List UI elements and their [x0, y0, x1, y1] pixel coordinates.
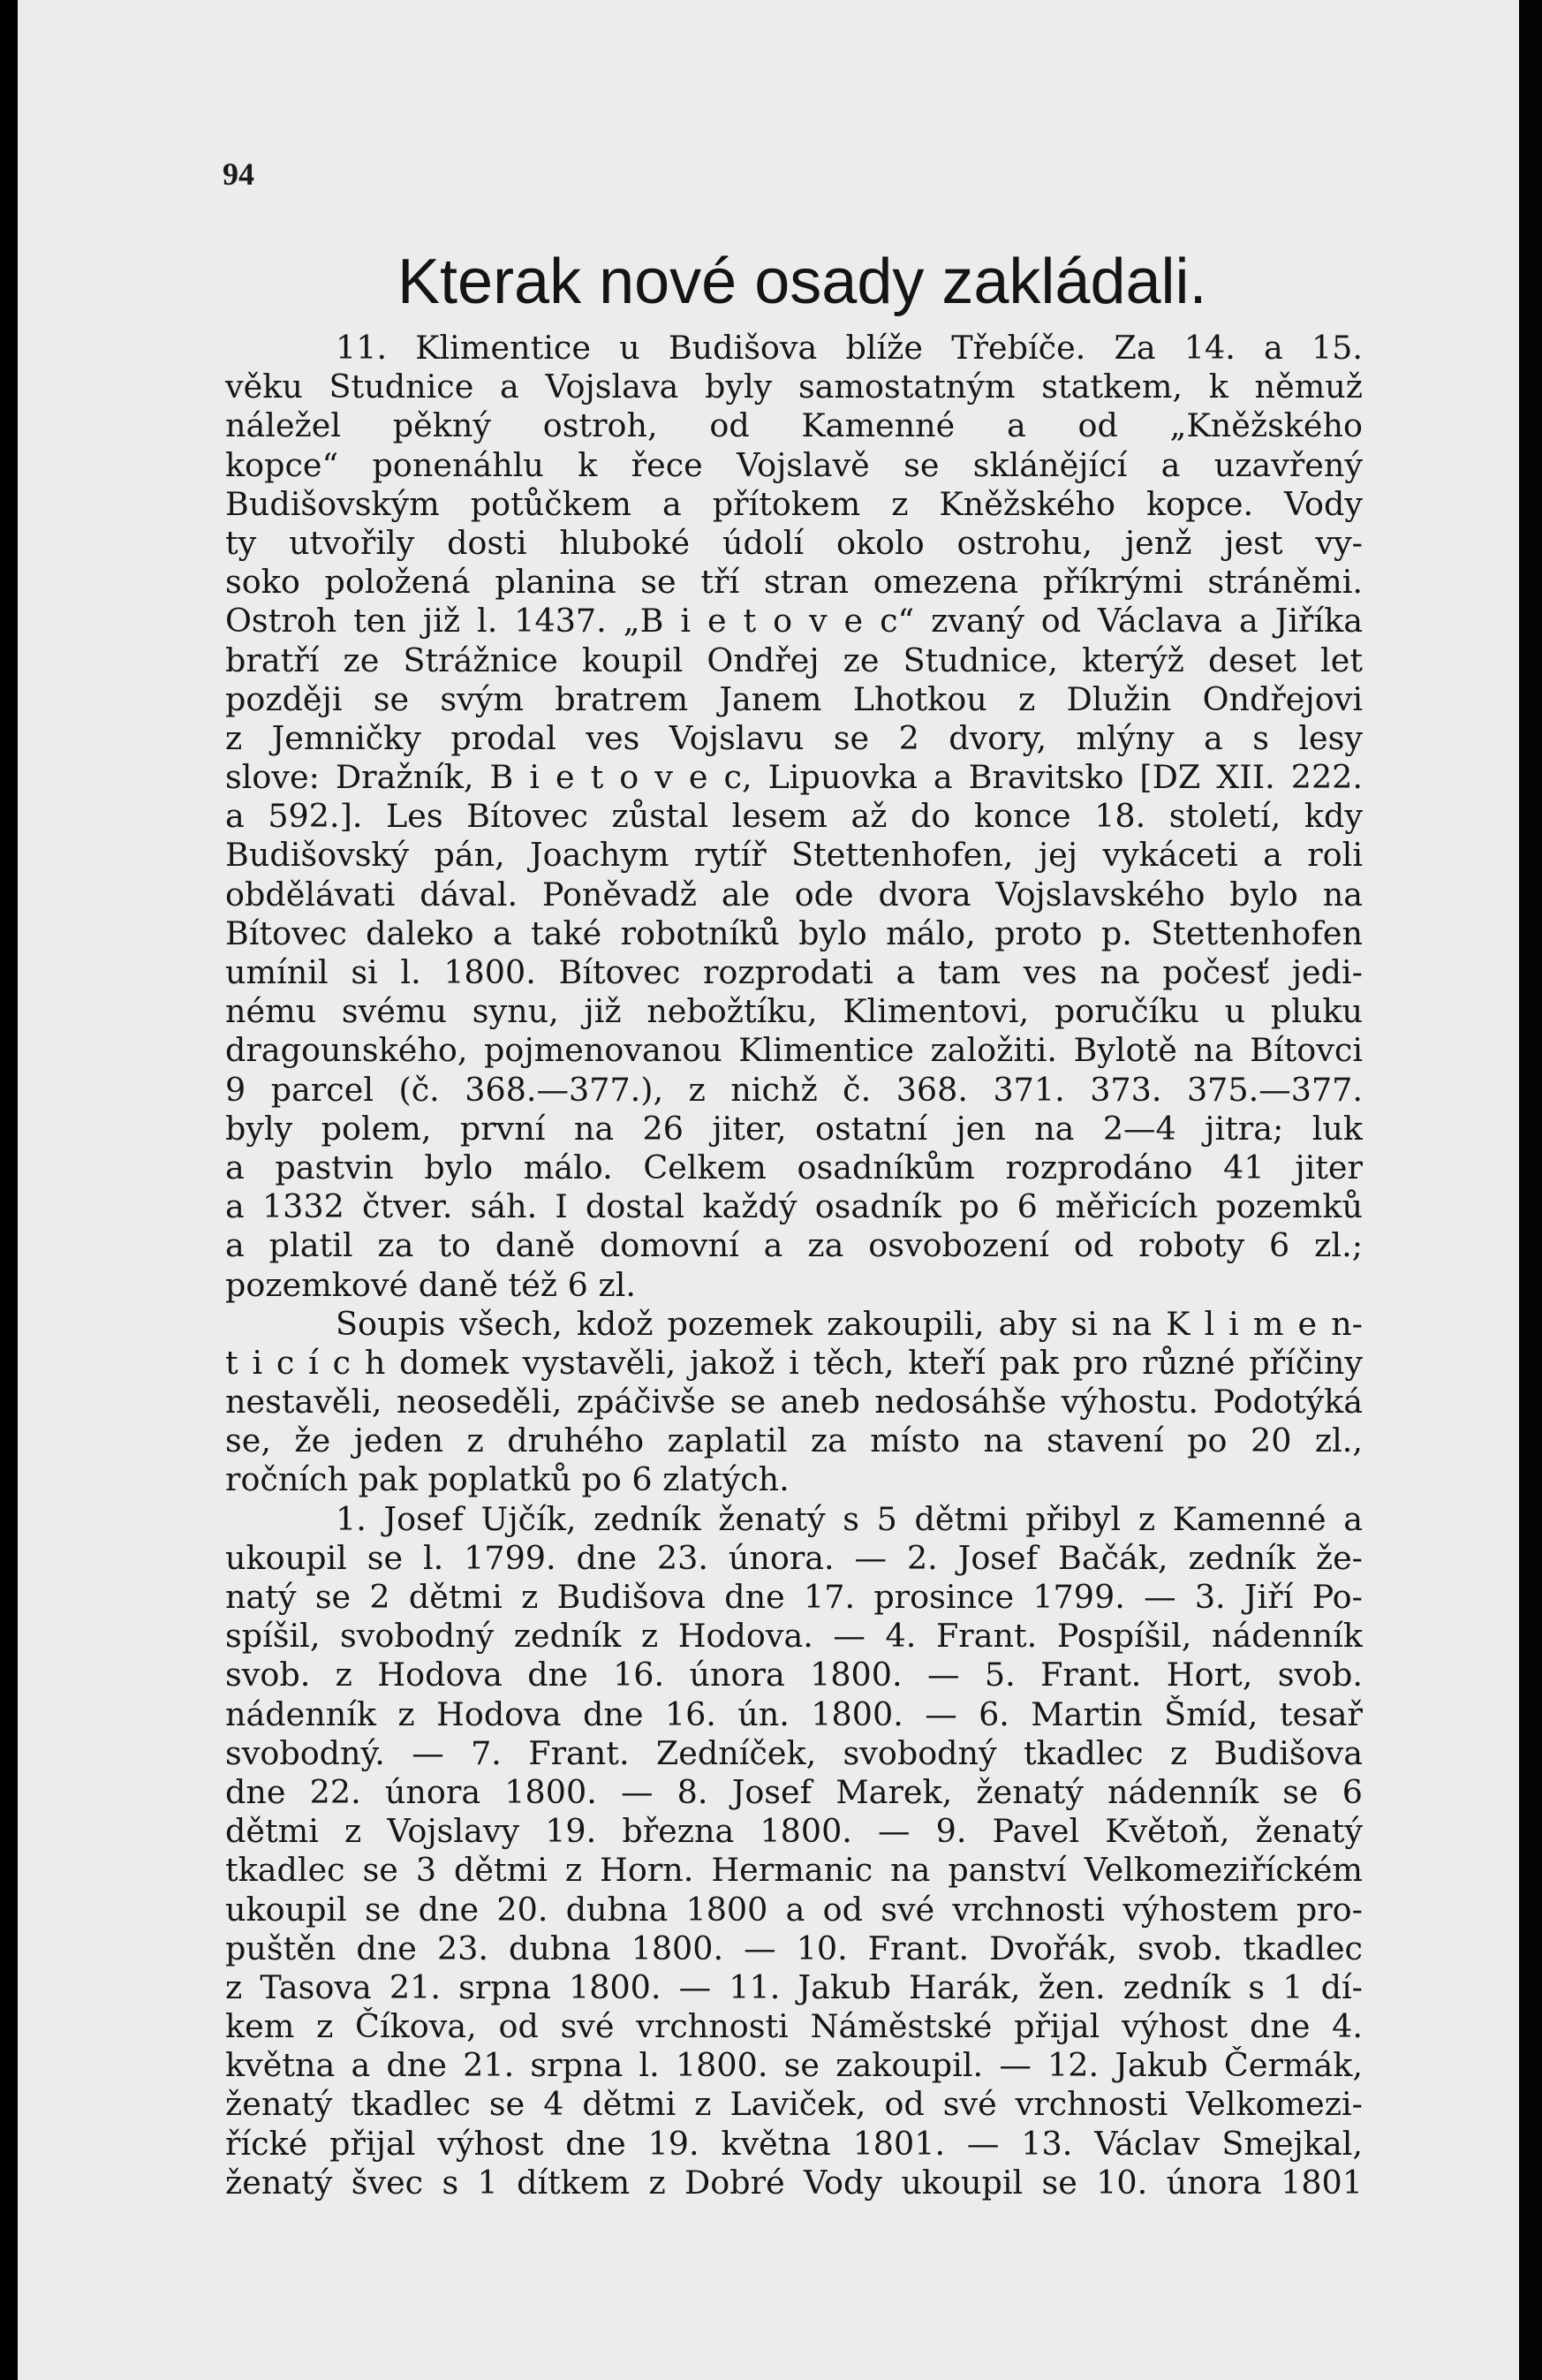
text-line: z Tasova 21. srpna 1800. — 11. Jakub Harák, žen. zedník s 1 dí-	[225, 1967, 1363, 2006]
text-line: tkadlec se 3 dětmi z Horn. Hermanic na panství Velkomeziříckém	[225, 1851, 1363, 1890]
text-line: svob. z Hodova dne 16. února 1800. — 5. Frant. Hort, svob.	[225, 1656, 1363, 1694]
text-line: května a dne 21. srpna l. 1800. se zakoupil. — 12. Jakub Čermák,	[225, 2046, 1363, 2085]
text-line: Ostroh ten již l. 1437. „B i e t o v e c“ zvaný od Václava a Jiříka	[225, 602, 1363, 640]
body-text	[225, 329, 1363, 2202]
text-line: ukoupil se l. 1799. dne 23. února. — 2. Josef Bačák, zedník že-	[225, 1538, 1363, 1577]
text-line: Budišovským potůčkem a přítokem z Kněžského kopce. Vody	[225, 484, 1363, 523]
text-line: Soupis všech, kdož pozemek zakoupili, aby si na K l i m e n-	[336, 1304, 1363, 1343]
text-line: ročních pak poplatků po 6 zlatých.	[225, 1460, 790, 1499]
text-line: později se svým bratrem Janem Lhotkou z Dlužin Ondřejovi	[225, 679, 1363, 718]
text-line: soko položená planina se tří stran omezena příkrými stráněmi.	[225, 563, 1363, 602]
text-line: věku Studnice a Vojslava byly samostatným statkem, k němuž	[225, 368, 1363, 406]
text-line: 11. Klimentice u Budišova blíže Třebíče. Za 14. a 15.	[336, 329, 1363, 367]
text-line: ženatý švec s 1 dítkem z Dobré Vody ukoupil se 10. února 1801	[225, 2163, 1363, 2202]
text-line: natý se 2 dětmi z Budišova dne 17. prosince 1799. — 3. Jiří Po-	[225, 1578, 1363, 1616]
text-line: nestavěli, neoseděli, zpáčivše se aneb nedosáhše výhostu. Podotýká	[225, 1383, 1363, 1421]
text-line: bratří ze Strážnice koupil Ondřej ze Studnice, kterýž deset let	[225, 640, 1363, 679]
text-line: 1. Josef Ujčík, zedník ženatý s 5 dětmi přibyl z Kamenné a	[336, 1499, 1363, 1538]
text-line: ženatý tkadlec se 4 dětmi z Laviček, od své vrchnosti Velkomezi-	[225, 2085, 1363, 2124]
text-line: 9 parcel (č. 368.—377.), z nichž č. 368. 371. 373. 375.—377.	[225, 1070, 1363, 1109]
text-line: kopce“ ponenáhlu k řece Vojslavě se sklánějící a uzavřený	[225, 445, 1363, 484]
text-line: ty utvořily dosti hluboké údolí okolo ostrohu, jenž jest vy-	[225, 523, 1363, 562]
text-line: pozemkové daně též 6 zl.	[225, 1265, 636, 1304]
text-line: umínil si l. 1800. Bítovec rozprodati a tam ves na počesť jedi-	[225, 953, 1363, 991]
text-line: obdělávati dával. Poněvadž ale ode dvora Vojslavského bylo na	[225, 875, 1363, 913]
text-line: se, že jeden z druhého zaplatil za místo na stavení po 20 zl.,	[225, 1421, 1363, 1460]
text-line: Budišovský pán, Joachym rytíř Stettenhofen, jej vykáceti a roli	[225, 836, 1363, 875]
text-line: a pastvin bylo málo. Celkem osadníkům rozprodáno 41 jiter	[225, 1148, 1363, 1186]
text-line: dragounského, pojmenovanou Klimentice založiti. Bylotě na Bítovci	[225, 1031, 1363, 1070]
text-line: řícké přijal výhost dne 19. května 1801. — 13. Václav Smejkal,	[225, 2124, 1363, 2163]
text-line: byly polem, první na 26 jiter, ostatní jen na 2—4 jitra; luk	[225, 1109, 1363, 1148]
text-line: ukoupil se dne 20. dubna 1800 a od své vrchnosti výhostem pro-	[225, 1890, 1363, 1929]
page-number: 94	[223, 156, 254, 192]
text-line: t i c í c h domek vystavěli, jakož i těch, kteří pak pro různé příčiny	[225, 1343, 1363, 1382]
text-line: Bítovec daleko a také robotníků bylo málo, proto p. Stettenhofen	[225, 913, 1363, 952]
text-line: nádenník z Hodova dne 16. ún. 1800. — 6. Martin Šmíd, tesař	[225, 1694, 1363, 1733]
text-line: spíšil, svobodný zedník z Hodova. — 4. Frant. Pospíšil, nádenník	[225, 1617, 1363, 1656]
text-line: kem z Číkova, od své vrchnosti Náměstské přijal výhost dne 4.	[225, 2007, 1363, 2046]
text-line: puštěn dne 23. dubna 1800. — 10. Frant. Dvořák, svob. tkadlec	[225, 1929, 1363, 1967]
text-line: slove: Dražník, B i e t o v e c, Lipuovka a Bravitsko [DZ XII. 222.	[225, 758, 1363, 797]
text-line: a platil za to daně domovní a za osvobození od roboty 6 zl.;	[225, 1226, 1363, 1265]
text-line: a 1332 čtver. sáh. I dostal každý osadník po 6 měřicích pozemků	[225, 1187, 1363, 1226]
book-page	[18, 0, 1519, 2380]
chapter-title: Kterak nové osady zakládali.	[397, 246, 1207, 317]
text-line: svobodný. — 7. Frant. Zedníček, svobodný tkadlec z Budišova	[225, 1733, 1363, 1772]
text-line: náležel pěkný ostroh, od Kamenné a od „Kněžského	[225, 406, 1363, 445]
text-line: nému svému synu, již nebožtíku, Klimentovi, poručíku u pluku	[225, 992, 1363, 1031]
text-line: z Jemničky prodal ves Vojslavu se 2 dvory, mlýny a s lesy	[225, 718, 1363, 757]
text-line: dětmi z Vojslavy 19. března 1800. — 9. Pavel Květoň, ženatý	[225, 1812, 1363, 1851]
scan-edge	[1519, 0, 1542, 2380]
text-line: dne 22. února 1800. — 8. Josef Marek, ženatý nádenník se 6	[225, 1772, 1363, 1811]
text-line: a 592.]. Les Bítovec zůstal lesem až do konce 18. století, kdy	[225, 797, 1363, 836]
